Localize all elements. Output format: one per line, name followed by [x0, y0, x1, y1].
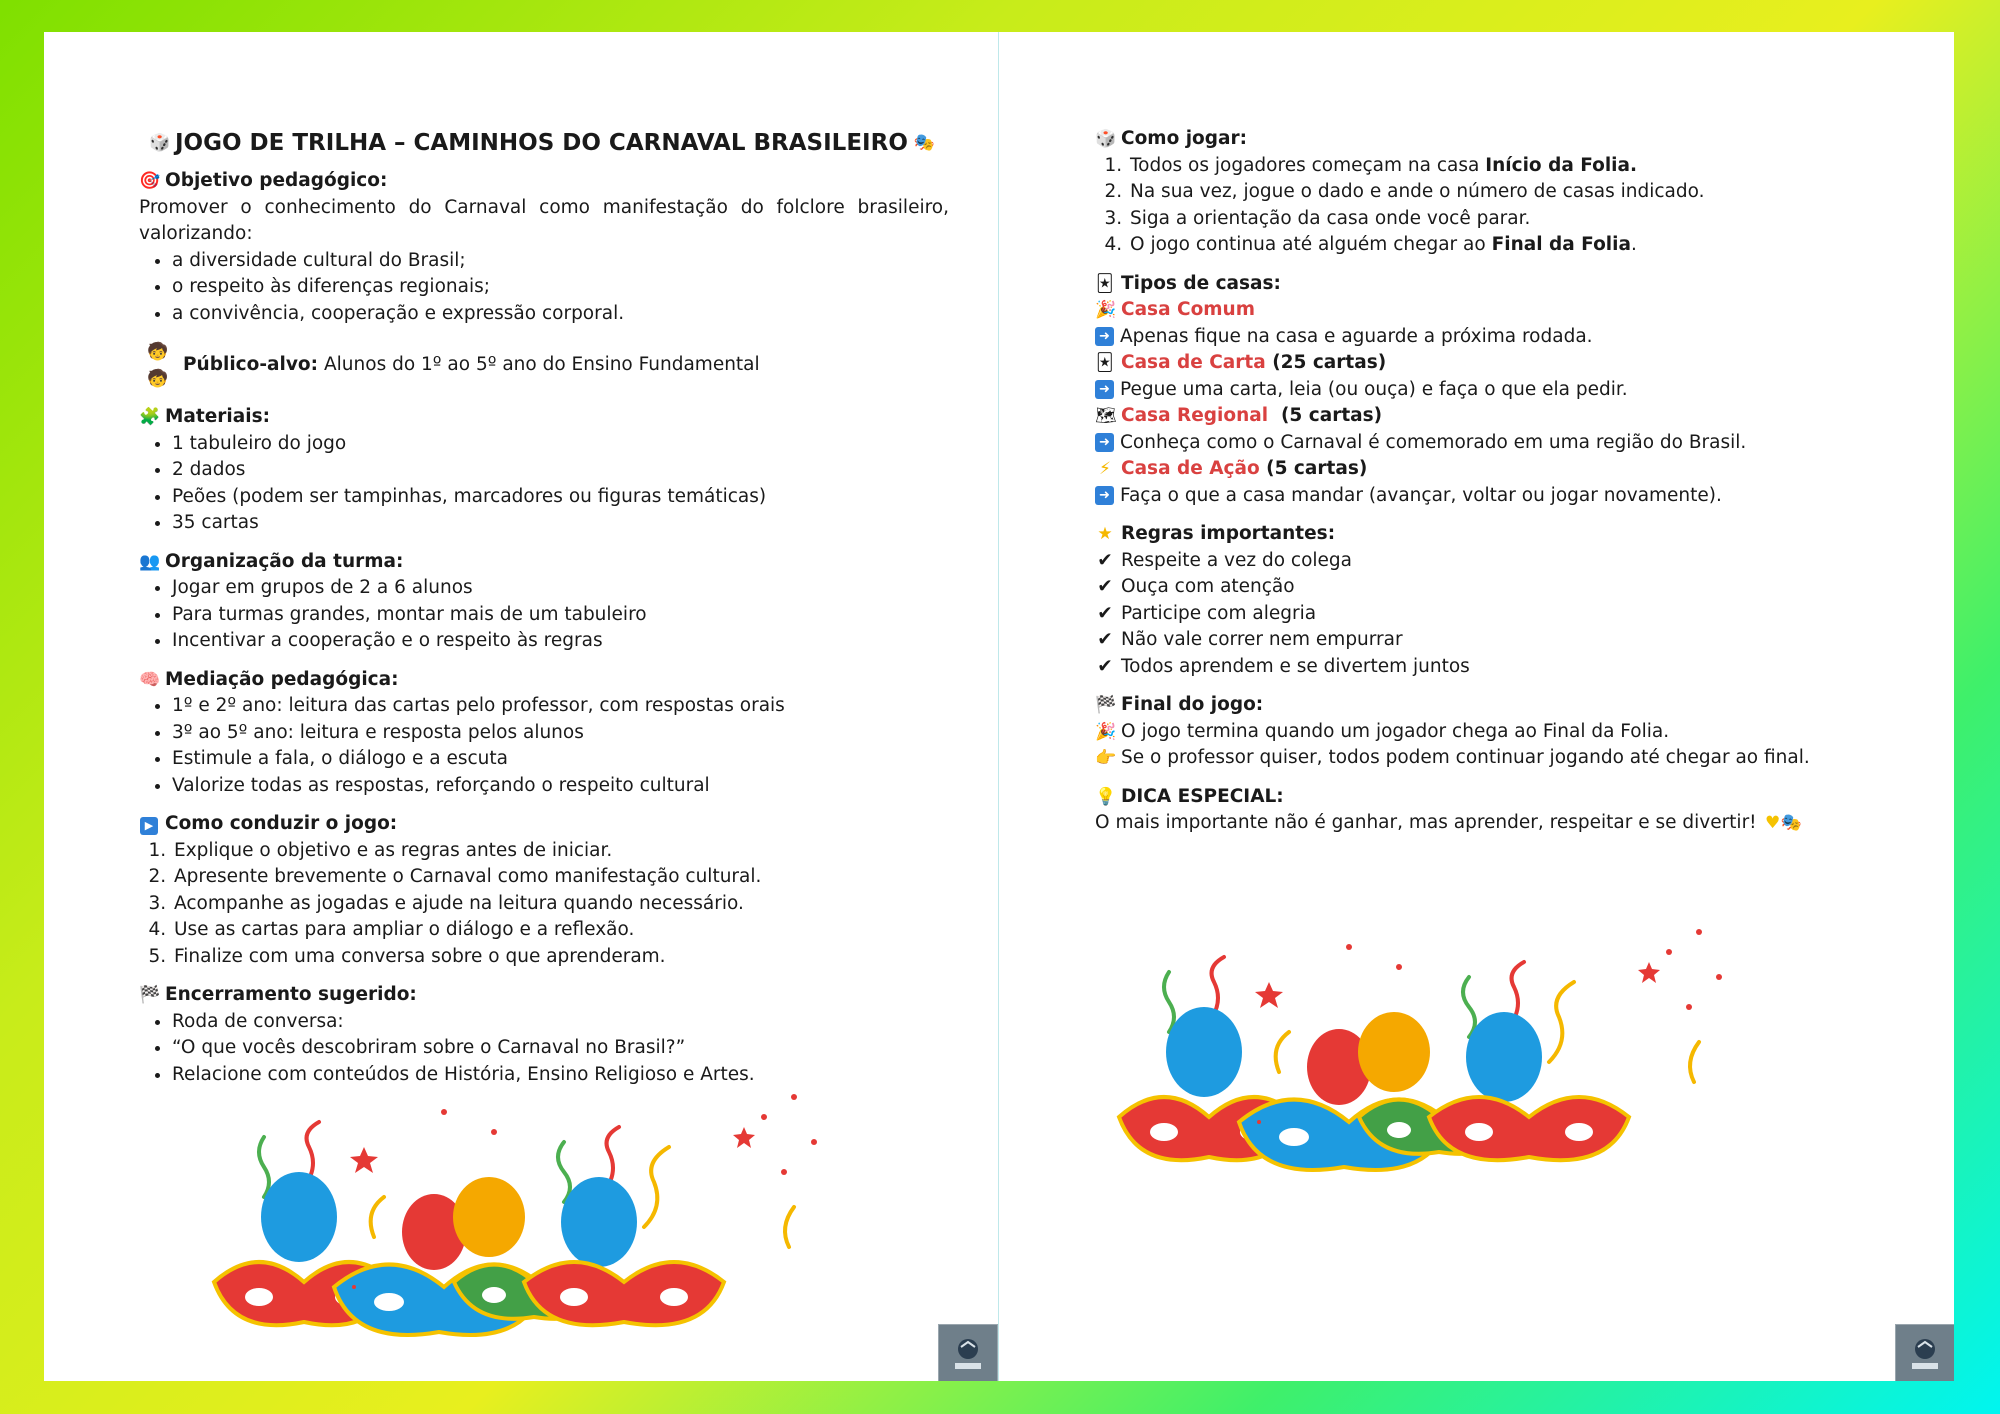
- encerramento-section: 🏁 Encerramento sugerido: • Roda de conversa: • “O que vocês descobriram sobre o Carnaval no Brasil?” • Relacione com conteúdos de História, Ensino Religioso e Artes.: [139, 982, 949, 1088]
- publico-section: 🧒🧒 Público-alvo: Alunos do 1º ao 5º ano do Ensino Fundamental: [139, 339, 949, 392]
- joker-card-icon: 🃏: [1096, 353, 1114, 373]
- checkered-flag-icon: 🏁: [139, 985, 161, 1005]
- list-item: • Valorize todas as respostas, reforçando o respeito cultural: [172, 773, 949, 800]
- casa-acao-title: ⚡ Casa de Ação (5 cartas): [1095, 456, 1865, 483]
- objetivo-list: [139, 248, 949, 328]
- map-icon: 🗺: [1095, 406, 1117, 426]
- lightning-icon: ⚡: [1099, 459, 1111, 479]
- list-item: ✔ Todos aprendem e se divertem juntos: [1095, 654, 1865, 681]
- objetivo-section: 🎯 Objetivo pedagógico: Promover o conhecimento do Carnaval como manifestação do folclore brasileiro, valorizando: • a diversidade cultural do Brasil; • o respeito às diferenças regionais; • a convivência, cooperação e expressão corporal.: [139, 168, 949, 327]
- right-page-content: [1095, 126, 1865, 849]
- carnival-masks-illustration: [1109, 922, 1749, 1192]
- dica-section: 💡 DICA ESPECIAL: O mais importante não é ganhar, mas aprender, respeitar e se divertir! ♥ 🎭: [1095, 784, 1865, 837]
- brain-icon: 🧠: [139, 669, 161, 690]
- conduzir-section: ▶ Como conduzir o jogo: 1. Explique o objetivo e as regras antes de iniciar. 2. Apresente brevemente o Carnaval como manifestação cultural. 3. Acompanhe as jogadas e ajude na leitura quando necessário. 4. Use as cartas para ampliar o diálogo e a reflexão. 5. Finalize com uma conversa sobre o que aprenderam.: [139, 811, 949, 970]
- lightbulb-icon: 💡: [1095, 786, 1117, 807]
- puzzle-icon: 🧩: [139, 407, 161, 427]
- list-item: 1. Todos os jogadores começam na casa Início da Folia.: [1128, 153, 1865, 180]
- theater-masks-icon: 🎭: [1780, 813, 1802, 833]
- list-item: 2. Na sua vez, jogue o dado e ande o número de casas indicado.: [1128, 179, 1865, 206]
- list-item: 3. Acompanhe as jogadas e ajude na leitura quando necessário.: [172, 891, 949, 918]
- como-jogar-section: 🎲 Como jogar: 1. Todos os jogadores começam na casa Início da Folia. 2. Na sua vez, jogue o dado e ande o número de casas indicado. 3. Siga a orientação da casa onde você parar. 4. O jogo continua até alguém chegar ao Final da Folia.: [1095, 126, 1865, 259]
- list-item: • Relacione com conteúdos de História, Ensino Religioso e Artes.: [172, 1062, 949, 1089]
- die-icon: 🎲: [1095, 129, 1117, 149]
- check-icon: ✔: [1097, 576, 1113, 597]
- people-icon: 👥: [139, 551, 161, 572]
- dica-text: O mais importante não é ganhar, mas aprender, respeitar e se divertir! ♥ 🎭: [1095, 810, 1865, 837]
- list-item: ✔ Participe com alegria: [1095, 601, 1865, 628]
- left-page-content: [139, 126, 949, 1100]
- materiais-list: [139, 431, 949, 537]
- list-item: • a diversidade cultural do Brasil;: [172, 248, 949, 275]
- final-line-2: 👉 Se o professor quiser, todos podem continuar jogando até chegar ao final.: [1095, 745, 1865, 772]
- list-item: 4. Use as cartas para ampliar o diálogo e a reflexão.: [172, 917, 949, 944]
- final-line-1: 🎉 O jogo termina quando um jogador chega ao Final da Folia.: [1095, 719, 1865, 746]
- list-item: • o respeito às diferenças regionais;: [172, 274, 949, 301]
- casa-carta-desc: ➜ Pegue uma carta, leia (ou ouça) e faça o que ela pedir.: [1095, 377, 1865, 404]
- party-popper-icon: 🎉: [1095, 721, 1117, 742]
- organizacao-list: [139, 575, 949, 655]
- tipos-section: 🃏 Tipos de casas: 🎉 Casa Comum ➜ Apenas fique na casa e aguarde a próxima rodada. 🃏 Casa de Carta (25 cartas) ➜ Pegue uma carta, leia (ou ouça) e faça o que ela pedir. 🗺 Casa Regional (5 cartas) ➜ Conheça como o Carnaval é comemorado em uma região do Brasil. ⚡ Casa de Ação (5 cartas) ➜ Faça o que a casa mandar (avançar, voltar ou jogar novamente).: [1095, 271, 1865, 510]
- school-logo-icon: [1895, 1324, 1954, 1381]
- pointing-hand-icon: 👉: [1095, 748, 1117, 768]
- list-item: 1. Explique o objetivo e as regras antes de iniciar.: [172, 838, 949, 865]
- casa-regional-title: 🗺 Casa Regional (5 cartas): [1095, 403, 1865, 430]
- carnival-masks-illustration: [204, 1087, 844, 1357]
- list-item: • Roda de conversa:: [172, 1009, 949, 1036]
- list-item: • Para turmas grandes, montar mais de um tabuleiro: [172, 602, 949, 629]
- mediacao-section: 🧠 Mediação pedagógica: • 1º e 2º ano: leitura das cartas pelo professor, com respostas orais • 3º ao 5º ano: leitura e resposta pelos alunos • Estimule a fala, o diálogo e a escuta • Valorize todas as respostas, reforçando o respeito cultural: [139, 667, 949, 800]
- list-item: • 1 tabuleiro do jogo: [172, 431, 949, 458]
- arrow-right-icon: ➜: [1095, 433, 1114, 452]
- list-item: • 2 dados: [172, 457, 949, 484]
- casa-acao-desc: ➜ Faça o que a casa mandar (avançar, voltar ou jogar novamente).: [1095, 483, 1865, 510]
- list-item: 3. Siga a orientação da casa onde você parar.: [1128, 206, 1865, 233]
- check-icon: ✔: [1097, 602, 1113, 624]
- list-item: • a convivência, cooperação e expressão corporal.: [172, 301, 949, 328]
- children-icon: 🧒🧒: [147, 342, 169, 389]
- list-item: 4. O jogo continua até alguém chegar ao Final da Folia.: [1128, 232, 1865, 259]
- casa-comum-title: 🎉 Casa Comum: [1095, 297, 1865, 324]
- die-icon: 🎲: [149, 133, 171, 153]
- right-page: [999, 32, 1954, 1381]
- list-item: • “O que vocês descobriram sobre o Carnaval no Brasil?”: [172, 1035, 949, 1062]
- theater-masks-icon: 🎭: [913, 133, 936, 153]
- check-icon: ✔: [1097, 549, 1113, 571]
- como-jogar-list: [1095, 153, 1865, 259]
- final-section: 🏁 Final do jogo: 🎉 O jogo termina quando um jogador chega ao Final da Folia. 👉 Se o professor quiser, todos podem continuar jogando até chegar ao final.: [1095, 692, 1865, 772]
- casa-carta-title: 🃏 Casa de Carta (25 cartas): [1095, 350, 1865, 377]
- casa-comum-desc: ➜ Apenas fique na casa e aguarde a próxima rodada.: [1095, 324, 1865, 351]
- materiais-section: 🧩 Materiais: • 1 tabuleiro do jogo • 2 dados • Peões (podem ser tampinhas, marcadores ou figuras temáticas) • 35 cartas: [139, 404, 949, 537]
- list-item: • Jogar em grupos de 2 a 6 alunos: [172, 575, 949, 602]
- arrow-right-icon: ➜: [1095, 486, 1114, 505]
- conduzir-list: [139, 838, 949, 971]
- arrow-right-icon: ➜: [1095, 327, 1114, 346]
- page-title: 🎲 JOGO DE TRILHA – CAMINHOS DO CARNAVAL BRASILEIRO 🎭: [139, 126, 949, 160]
- mediacao-list: [139, 693, 949, 799]
- school-logo-icon: [938, 1324, 998, 1381]
- regras-section: ★ Regras importantes: ✔ Respeite a vez do colega ✔ Ouça com atenção ✔ Participe com alegria ✔ Não vale correr nem empurrar ✔ Todos aprendem e se divertem juntos: [1095, 521, 1865, 680]
- list-item: • Estimule a fala, o diálogo e a escuta: [172, 746, 949, 773]
- casa-regional-desc: ➜ Conheça como o Carnaval é comemorado em uma região do Brasil.: [1095, 430, 1865, 457]
- arrow-right-icon: ➜: [1095, 380, 1114, 399]
- objetivo-intro: Promover o conhecimento do Carnaval como manifestação do folclore brasileiro, valorizando:: [139, 196, 949, 244]
- list-item: • Incentivar a cooperação e o respeito às regras: [172, 628, 949, 655]
- joker-card-icon: 🃏: [1096, 273, 1114, 294]
- list-item: ✔ Respeite a vez do colega: [1095, 548, 1865, 575]
- list-item: • 3º ao 5º ano: leitura e resposta pelos alunos: [172, 720, 949, 747]
- list-item: • 1º e 2º ano: leitura das cartas pelo professor, com respostas orais: [172, 693, 949, 720]
- list-item: • Peões (podem ser tampinhas, marcadores ou figuras temáticas): [172, 484, 949, 511]
- check-icon: ✔: [1097, 655, 1113, 677]
- checkered-flag-icon: 🏁: [1095, 695, 1117, 715]
- star-icon: ★: [1097, 524, 1113, 544]
- list-item: • 35 cartas: [172, 510, 949, 537]
- list-item: 5. Finalize com uma conversa sobre o que aprenderam.: [172, 944, 949, 971]
- target-icon: 🎯: [139, 171, 161, 191]
- list-item: ✔ Ouça com atenção: [1095, 574, 1865, 601]
- party-popper-icon: 🎉: [1095, 300, 1117, 320]
- organizacao-section: 👥 Organização da turma: • Jogar em grupos de 2 a 6 alunos • Para turmas grandes, montar mais de um tabuleiro • Incentivar a cooperação e o respeito às regras: [139, 549, 949, 655]
- play-icon: ▶: [139, 811, 159, 838]
- check-icon: ✔: [1097, 629, 1113, 650]
- yellow-heart-icon: ♥: [1764, 813, 1781, 833]
- left-page: [44, 32, 998, 1381]
- list-item: 2. Apresente brevemente o Carnaval como manifestação cultural.: [172, 864, 949, 891]
- encerramento-list: [139, 1009, 949, 1089]
- list-item: ✔ Não vale correr nem empurrar: [1095, 627, 1865, 654]
